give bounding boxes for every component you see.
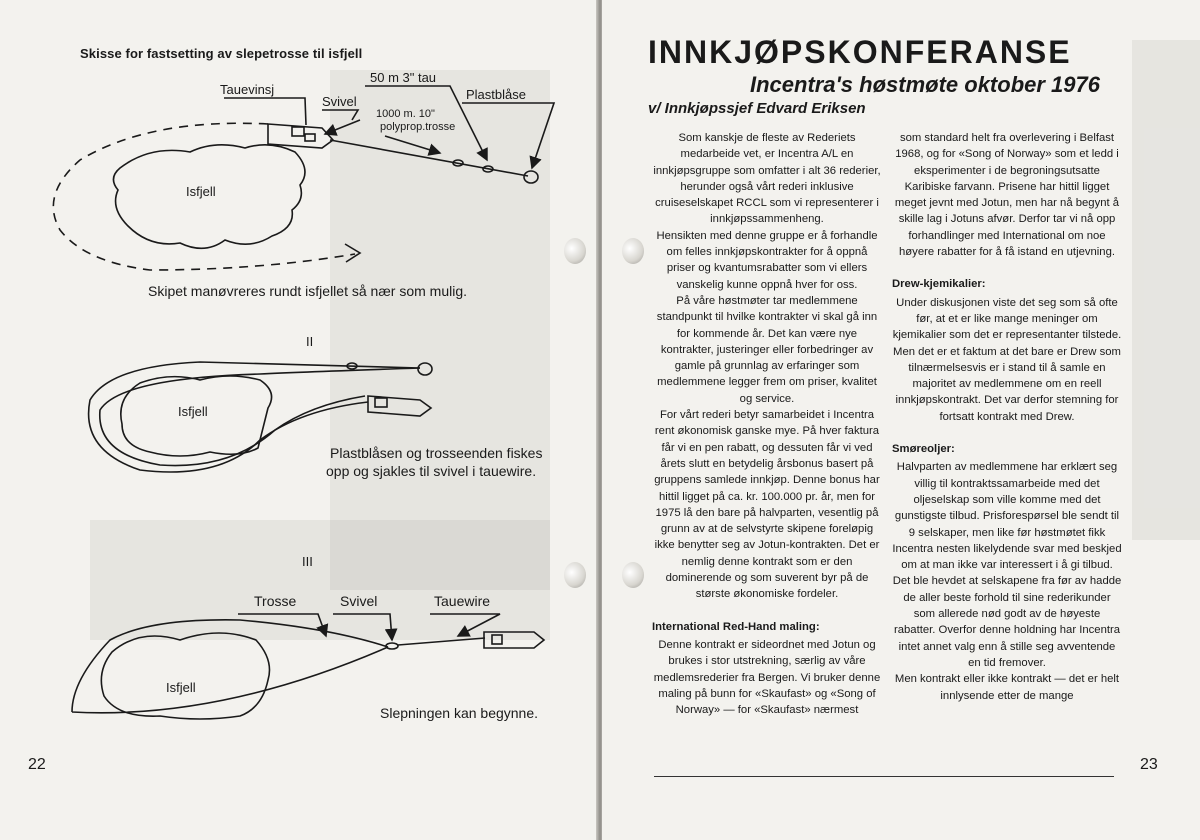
caption-3: Slepningen kan begynne. <box>380 705 539 721</box>
section-heading: Smøreoljer: <box>892 443 955 456</box>
label-tau: 50 m 3" tau <box>370 70 437 85</box>
towing-sketch <box>0 0 598 840</box>
punch-hole <box>564 238 586 264</box>
label-isfjell-3: Isfjell <box>166 680 196 695</box>
article-heading: INNKJØPSKONFERANSE <box>648 34 1072 70</box>
label-trosse-3: Trosse <box>254 593 297 609</box>
label-trosse-1b: polyprop.trosse <box>380 121 456 133</box>
paragraph: Halvparten av medlemmene har erklært seg villig til kontraktssamarbeide med det oljeselskap som ville komme med det gunstigste tilbud. Prisforespørsel ble sendt til 9 selskaper, men like før høstmøtet fikk Incentra nesten likelydende svar med beskjed om at man ikke var interessert i å gi tilbud. Det ble hevdet at selskapene fra før av hadde de aller beste forhold til sine rederikunder som allerede nød godt av de høyeste rabatter. Overfor denne holdning har Incentra intet annet valg enn å stille seg avventende en tid fremover. <box>892 461 1122 669</box>
label-tauewire-3: Tauewire <box>434 593 491 609</box>
footer-rule <box>654 776 1114 777</box>
winch-1 <box>292 127 304 136</box>
label-isfjell-2: Isfjell <box>178 404 208 419</box>
right-page <box>602 0 1200 840</box>
float-2 <box>418 363 432 375</box>
trosse-line-1 <box>330 140 528 176</box>
paragraph: Men kontrakt eller ikke kontrakt — det er helt innlysende etter de mange <box>894 673 1120 702</box>
label-isfjell-1: Isfjell <box>186 184 216 199</box>
label-tauevinsj: Tauevinsj <box>220 82 275 97</box>
paragraph: Som kanskje de fleste av Rederiets medarbeide vet, er Incentra A/L en innkjøpsgruppe som omfatter i alt 36 rederier, herunder også vårt rederi inklusive cruiseselskapet RCCL som vi representerer i innkjøpssammenheng. <box>653 132 881 226</box>
caption-1: Skipet manøvreres rundt isfjellet så nær som mulig. <box>148 283 467 299</box>
label-plastblase: Plastblåse <box>466 87 526 102</box>
label-trosse-1a: 1000 m. 10" <box>376 108 435 120</box>
punch-hole <box>564 562 586 588</box>
section-heading: International Red-Hand maling: <box>652 620 820 633</box>
left-page <box>0 0 598 840</box>
paragraph: Under diskusjonen viste det seg som så ofte før, at et er like mange meninger om kjemikalier som det er representanter tilstede. Men det er et faktum at det bare er Drew som tilnærmelsesvis er i stand til å samle en majoritet av medlemmene om en reell innkjøpskontrakt. Det var derfor stemning for fortsatt kontrakt med Drew. <box>892 296 1122 423</box>
text-column-1 <box>652 130 882 718</box>
section-heading: Drew-kjemikalier: <box>892 278 986 291</box>
numeral-2: II <box>306 334 314 349</box>
float-1 <box>524 171 538 183</box>
label-svivel-1: Svivel <box>322 94 357 109</box>
text-column-2 <box>892 130 1122 704</box>
show-through-text <box>1132 40 1200 540</box>
punch-hole <box>622 562 644 588</box>
page-number-right: 23 <box>1140 756 1158 773</box>
path-arrowhead <box>345 244 360 262</box>
swivel-3 <box>386 643 398 649</box>
ship-2 <box>368 396 431 416</box>
paragraph: For vårt rederi betyr samarbeidet i Incentra rent økonomisk ganske mye. På hver faktura får vi en pen rabatt, og dessuten får vi ved årets slutt en betydelig årsbonus basert på gruppens samlede innkjøp. Denne bonus har hittil ligget på ca. kr. 100.000 pr. år, men for 1975 lå den bare på halvparten, vesentlig på grunn av at de selvstyrte skipene foreløpig ikke benytter seg av Jotun-kontrakten. Det er nemlig denne kontrakt som er den dominerende og som suverent byr på de største økonomiske fordeler. <box>654 409 880 601</box>
label-svivel-3: Svivel <box>340 593 378 609</box>
numeral-3: III <box>302 554 313 569</box>
sketch-title: Skisse for fastsetting av slepetrosse til isfjell <box>80 46 363 61</box>
page-number-left: 22 <box>28 756 46 773</box>
paragraph: som standard helt fra overlevering i Belfast 1968, og for «Song of Norway» som et ledd i eksperimenter i de begroningsutsatte Karibiske farvann. Prisene har hittil ligget meget jevnt med Jotun, men har nå begynt å skille lag i Jotuns afvør. Derfor tar vi nå opp forhandlinger med International om noe høyere rabatter for å få istand en utjevning. <box>894 132 1120 259</box>
article-subheading: Incentra's høstmøte oktober 1976 <box>749 72 1100 97</box>
punch-hole <box>622 238 644 264</box>
paragraph: På våre høstmøter tar medlemmene standpunkt til hvilke kontrakter vi skal gå inn for kommende år. Det kan være nye kontrakter, justeringer eller forbedringer av gamle på grunnlag av erfaringer som medlemmene legger frem om priser, kvalitet og service. <box>656 294 878 405</box>
paragraph: Denne kontrakt er sideordnet med Jotun og brukes i stor utstrekning, særlig av våre medlemsrederier fra Bergen. Vi bruker denne maling på bunn for «Skaufast» og «Song of Norway» — for «Skaufast» nærmest <box>653 638 881 717</box>
byline: v/ Innkjøpssjef Edvard Eriksen <box>648 100 866 117</box>
paragraph: Hensikten med denne gruppe er å forhandle om felles innkjøpskontrakter for å oppnå priser og kvantumsrabatter som vi ellers vanskelig kunne oppnå hver for oss. <box>656 229 878 291</box>
caption-2a: Plastblåsen og trosseenden fiskes <box>330 445 543 461</box>
tauewire-3 <box>398 638 485 645</box>
caption-2b: opp og sjakles til svivel i tauewire. <box>326 463 537 479</box>
